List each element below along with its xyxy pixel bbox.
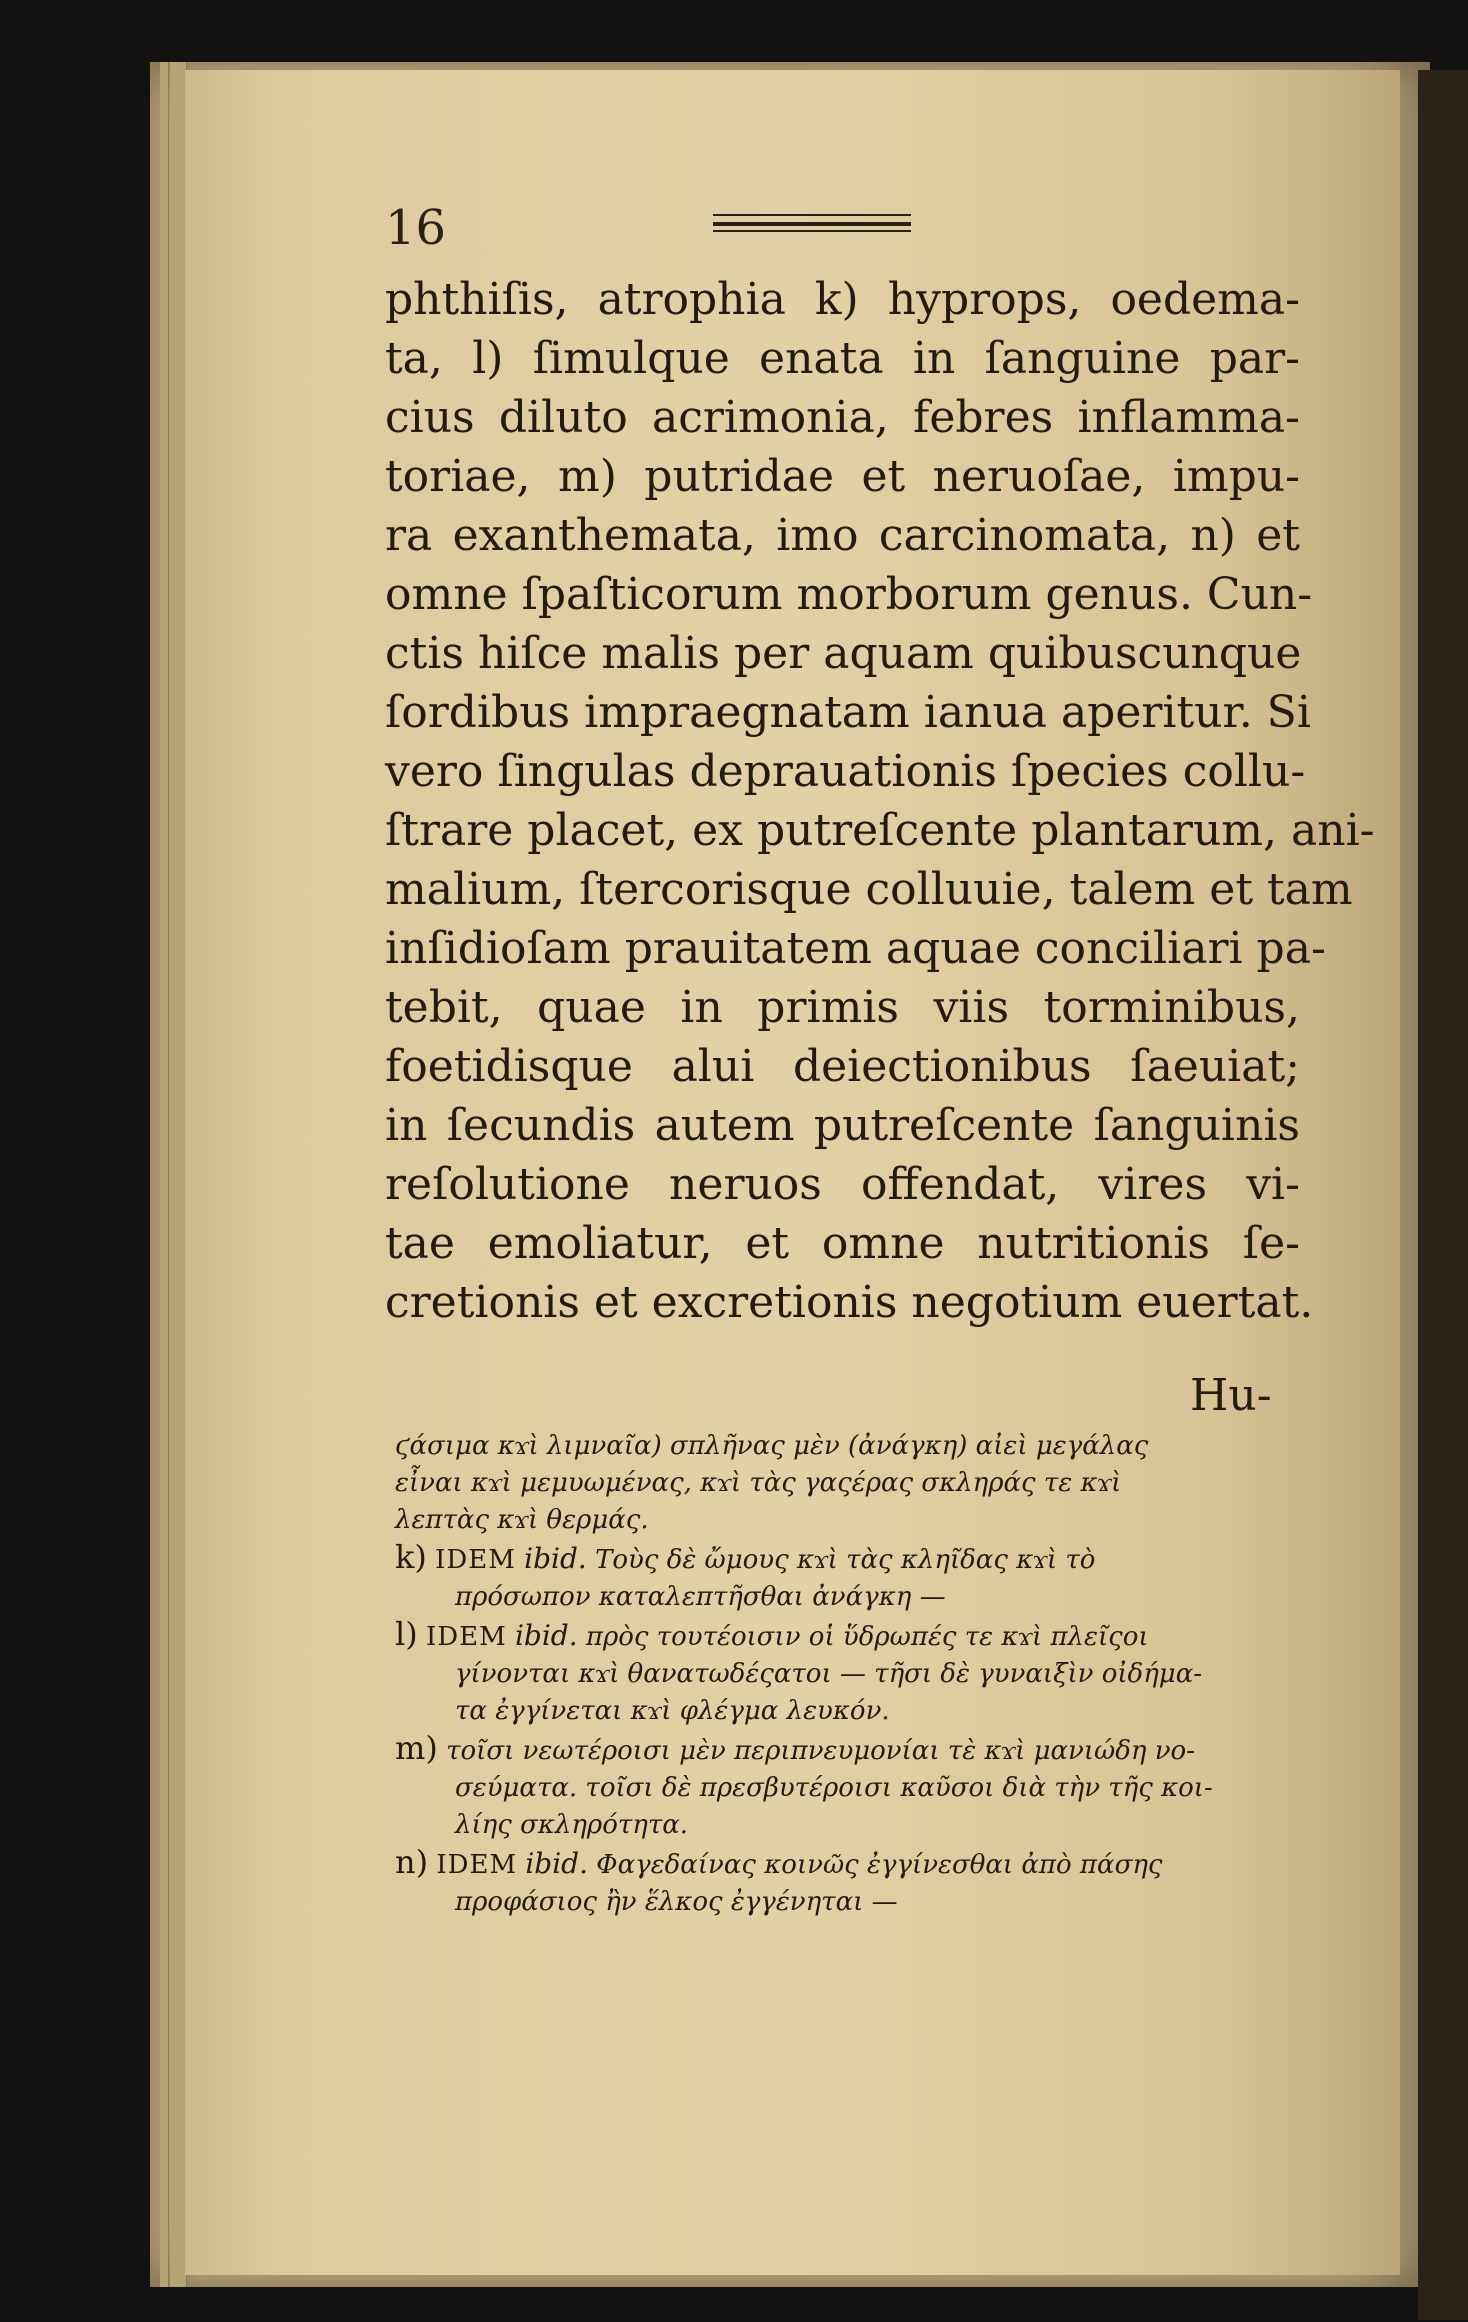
footnote-text: σεύματα. τοῖσι δὲ πρεσβυτέροισι καῦσοι διὰ τὴν τῆς κοι- — [455, 1773, 1213, 1803]
text-line: ctis hiſce malis per aquam quibuscunque — [385, 628, 1302, 679]
footnote-n — [395, 1844, 1295, 1884]
footnote-text: Φαγεδαίνας κοινῶς ἐγγίνεσθαι ἀπὸ πάσης — [596, 1850, 1163, 1880]
footnote-reference: ibid. — [524, 1542, 587, 1575]
footnote-continuation-line: εἶναι κϫὶ μεμυωμένας, κϫὶ τὰς γαςέρας σκληράς τε κϫὶ — [395, 1468, 1122, 1498]
header-ornament-rule — [713, 214, 911, 216]
text-line: ſtrare placet, ex putreſcente plantarum, ani- — [385, 805, 1375, 856]
text-line: ſordibus impraegnatam ianua aperitur. Si — [385, 687, 1311, 738]
footnote-text: λίης σκληρότητα. — [455, 1810, 689, 1840]
footnote-reference: ibid. — [514, 1619, 578, 1652]
text-line: tebit, quae in primis viis torminibus, — [385, 982, 1300, 1033]
text-line: cretionis et excretionis negotium euertat. — [385, 1277, 1314, 1328]
footnote-text: γίνονται κϫὶ θανατωδέςατοι — τῆσι δὲ γυναιξὶν οἰδήμα- — [455, 1659, 1203, 1689]
footnote-author: IDEM — [436, 1850, 518, 1880]
footnote-author: IDEM — [425, 1622, 507, 1652]
main-text — [385, 270, 1375, 1332]
footnote-text: τοῖσι νεωτέροισι μὲν περιπνευμονίαι τὲ κϫὶ μανιώδη νο- — [446, 1736, 1195, 1766]
footnote-label: m) — [395, 1729, 438, 1767]
footnote-continuation-line: ϛάσιμα κϫὶ λιμναῖα) σπλῆνας μὲν (ἀνάγκη) αἰεὶ μεγάλας — [395, 1431, 1149, 1461]
footnote-text: τα ἐγγίνεται κϫὶ φλέγμα λευκόν. — [455, 1696, 890, 1726]
footnote-reference: ibid. — [525, 1847, 589, 1880]
footnote-continuation-line: λεπτὰς κϫὶ θερμάς. — [395, 1505, 649, 1535]
text-line: inſidioſam prauitatem aquae conciliari pa- — [385, 923, 1326, 974]
text-line: reſolutione neruos offendat, vires vi- — [385, 1159, 1300, 1210]
header-ornament-rule — [713, 222, 911, 226]
footnote-m — [395, 1730, 1295, 1770]
text-line: vero ſingulas deprauationis ſpecies collu- — [385, 746, 1306, 797]
footnote-text: πρόσωπον καταλεπτῆσθαι ἀνάγκη — — [455, 1582, 946, 1612]
text-line: toriae, m) putridae et neruoſae, impu- — [385, 451, 1300, 502]
text-line: tae emoliatur, et omne nutritionis ſe- — [385, 1218, 1300, 1269]
footnote-l — [395, 1616, 1295, 1656]
text-line: malium, ſtercorisque colluuie, talem et tam — [385, 864, 1353, 915]
footnote-label: k) — [395, 1538, 427, 1576]
header-ornament-rule — [713, 230, 911, 232]
footnote-label: l) — [395, 1615, 418, 1653]
footnote-text: προφάσιος ἢν ἕλκος ἐγγένηται — — [455, 1887, 898, 1917]
text-line: ra exanthemata, imo carcinomata, n) et — [385, 510, 1300, 561]
text-line: phthiſis, atrophia k) hyprops, oedema- — [385, 274, 1300, 325]
text-line: in ſecundis autem putreſcente ſanguinis — [385, 1100, 1300, 1151]
page-number: 16 — [385, 200, 447, 256]
text-line: omne ſpaſticorum morborum genus. Cun- — [385, 569, 1313, 620]
page-header — [385, 200, 1285, 260]
footnote-author: IDEM — [435, 1545, 516, 1575]
footnote-text: Τοὺς δὲ ὤμους κϫὶ τὰς κληῖδας κϫὶ τὸ — [595, 1545, 1096, 1575]
page-edge — [160, 62, 169, 2287]
footnotes — [395, 1428, 1295, 1921]
footnote-text: πρὸς τουτέοισιν οἱ ὕδρωπές τε κϫὶ πλεῖςοι — [585, 1622, 1149, 1652]
text-line: cius diluto acrimonia, febres inflamma- — [385, 392, 1300, 443]
facing-page-shadow — [1418, 70, 1468, 2320]
catchword: Hu- — [1190, 1370, 1272, 1421]
text-line: foetidisque alui deiectionibus ſaeuiat; — [385, 1041, 1300, 1092]
footnote-k — [395, 1539, 1295, 1579]
footnote-label: n) — [395, 1843, 429, 1881]
text-line: ta, l) ſimulque enata in ſanguine par- — [385, 333, 1300, 384]
